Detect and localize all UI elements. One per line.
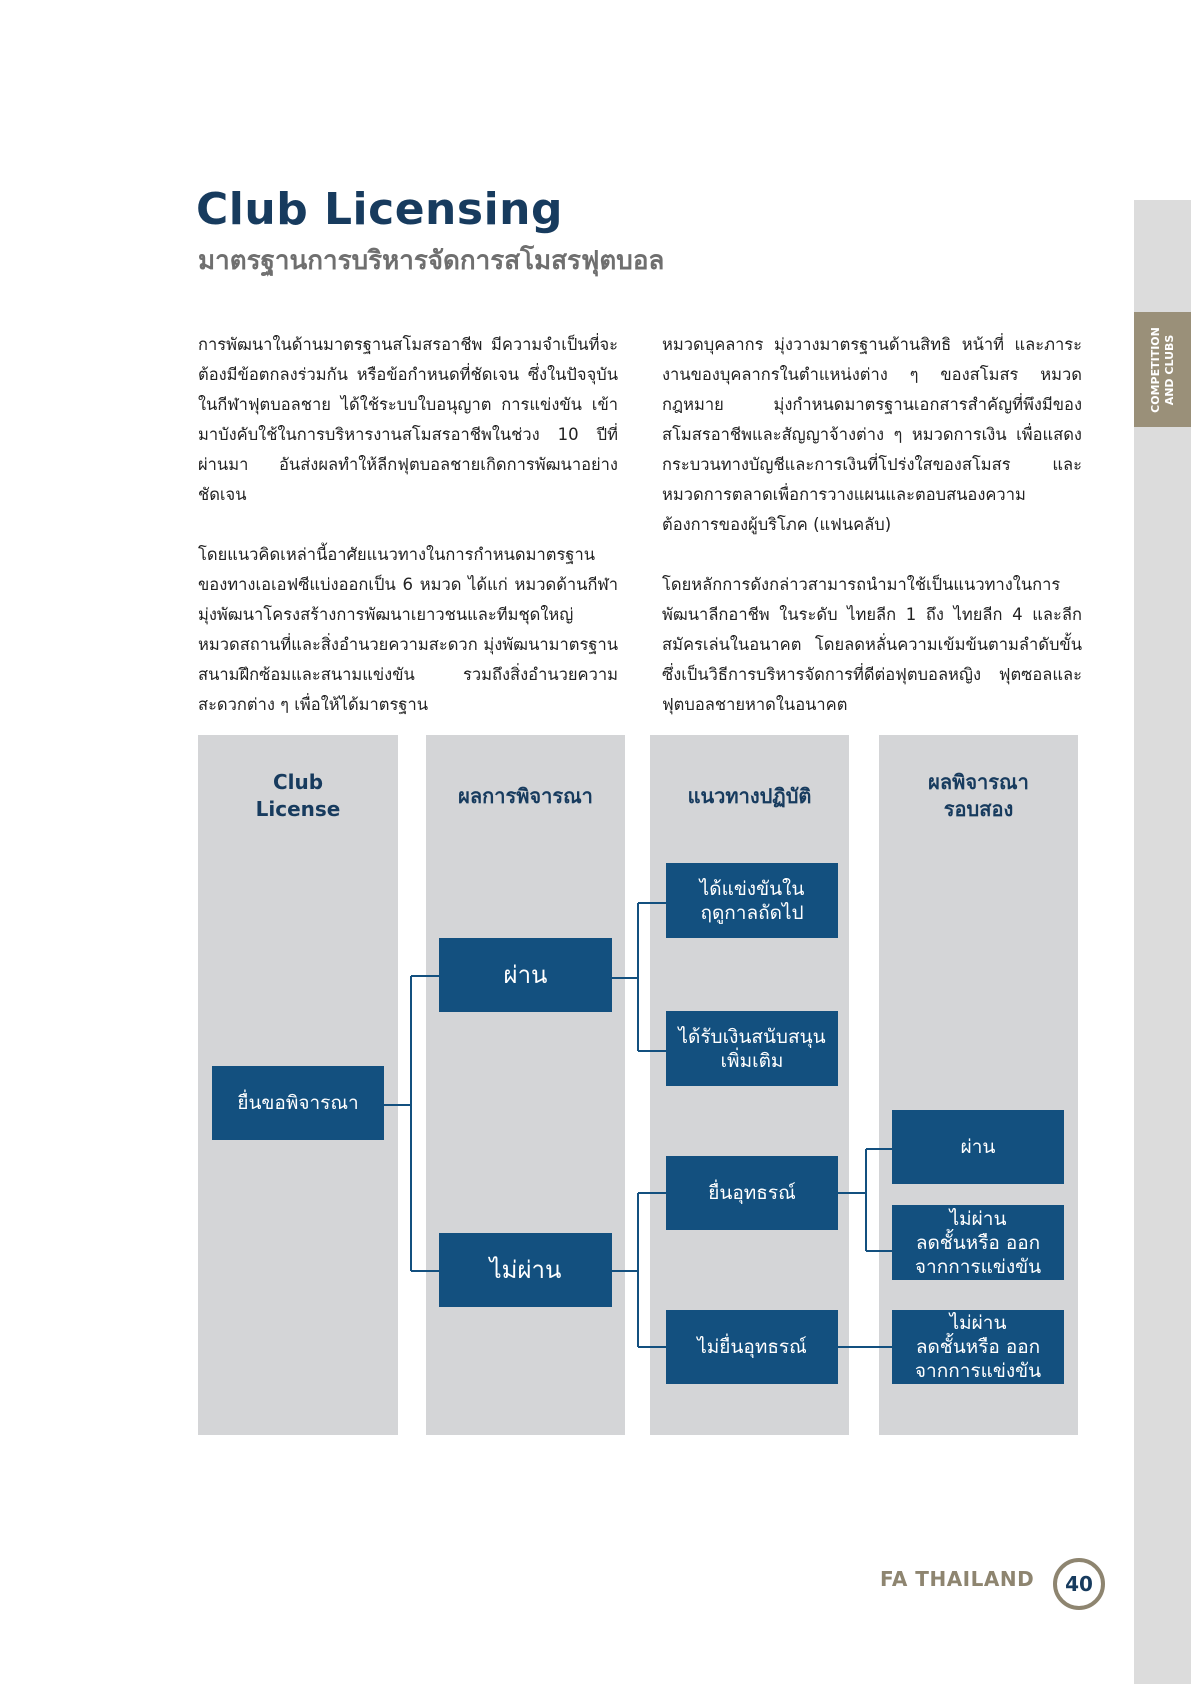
page-subtitle: มาตรฐานการบริหารจัดการสโมสรฟุตบอล	[198, 246, 665, 276]
body-column-right	[662, 330, 1082, 750]
paragraph: โดยแนวคิดเหล่านี้อาศัยแนวทางในการกำหนดมาตรฐานของทางเอเอฟซีแบ่งออกเป็น 6 หมวด ได้แก่ หมวดด้านกีฬา มุ่งพัฒนาโครงสร้างการพัฒนาเยาวชนและทีมชุดใหญ่ หมวดสถานที่และสิ่งอำนวยความสะดวก มุ่งพัฒนามาตรฐานสนามฝึกซ้อมและสนามแข่งขัน รวมถึงสิ่งอำนวยความสะดวกต่าง ๆ เพื่อให้ได้มาตรฐาน	[198, 545, 618, 714]
page-number: 40	[1053, 1558, 1105, 1610]
lane-header: ผลการพิจารณา	[458, 784, 593, 808]
flow-box-pass: ผ่าน	[439, 938, 612, 1012]
lane-header: แนวทางปฏิบัติ	[687, 784, 812, 808]
paragraph: โดยหลักการดังกล่าวสามารถนำมาใช้เป็นแนวทางในการพัฒนาลีกอาชีพ ในระดับ ไทยลีก 1 ถึง ไทยลีก 4 และลีกสมัครเล่นในอนาคต โดยลดหลั่นความเข้มข้นตามลำดับขั้น ซึ่งเป็นวิธีการบริหารจัดการที่ดีต่อฟุตบอลหญิง ฟุตซอลและฟุตบอลชายหาดในอนาคต	[662, 575, 1082, 714]
section-tab-line1: COMPETITION	[1148, 326, 1162, 413]
flow-box-compete-next-season: ได้แข่งขันใน ฤดูกาลถัดไป	[666, 863, 838, 938]
flow-box-no-appeal: ไม่ยื่นอุทธรณ์	[666, 1310, 838, 1384]
flow-box-appeal-pass: ผ่าน	[892, 1110, 1064, 1184]
section-tab-line2: AND CLUBS	[1162, 334, 1176, 405]
flow-box-extra-funding: ได้รับเงินสนับสนุน เพิ่มเติม	[666, 1011, 838, 1086]
lane-result	[426, 735, 625, 1435]
flow-box-appeal-fail: ไม่ผ่าน ลดชั้นหรือ ออก จากการแข่งขัน	[892, 1205, 1064, 1280]
paragraph: การพัฒนาในด้านมาตรฐานสโมสรอาชีพ มีความจำเป็นที่จะต้องมีข้อตกลงร่วมกัน หรือข้อกำหนดที่ชัดเจน ซึ่งในปัจจุบัน ในกีฬาฟุตบอลชาย ได้ใช้ระบบใบอนุญาต การแข่งขัน เข้ามาบังคับใช้ในการบริหารงานสโมสรอาชีพในช่วง 10 ปีที่ผ่านมา อันส่งผลทำให้ลีกฟุตบอลชายเกิดการพัฒนาอย่างชัดเจน	[198, 335, 618, 504]
flow-box-apply: ยื่นขอพิจารณา	[212, 1066, 384, 1140]
lane-header: Club License	[255, 770, 341, 821]
lane-header: ผลพิจารณา รอบสอง	[928, 770, 1029, 821]
paragraph: หมวดบุคลากร มุ่งวางมาตรฐานด้านสิทธิ หน้าที่ และภาระงานของบุคลากรในตำแหน่งต่าง ๆ ของสโมสร หมวดกฎหมาย มุ่งกำหนดมาตรฐานเอกสารสำคัญที่พึงมีของสโมสรอาชีพและสัญญาจ้างต่าง ๆ หมวดการเงิน เพื่อแสดงกระบวนทางบัญชีและการเงินที่โปร่งใสของสโมสร และหมวดการตลาดเพื่อการวางแผนและตอบสนองความต้องการของผู้บริโภค (แฟนคลับ)	[662, 335, 1082, 534]
section-tab	[1134, 312, 1191, 427]
flow-box-final-fail: ไม่ผ่าน ลดชั้นหรือ ออก จากการแข่งขัน	[892, 1310, 1064, 1384]
flow-box-appeal: ยื่นอุทธรณ์	[666, 1156, 838, 1230]
flow-box-fail: ไม่ผ่าน	[439, 1233, 612, 1307]
page-title: Club Licensing	[196, 184, 563, 235]
body-column-left	[198, 330, 618, 750]
footer-brand: FA THAILAND	[880, 1567, 1035, 1591]
